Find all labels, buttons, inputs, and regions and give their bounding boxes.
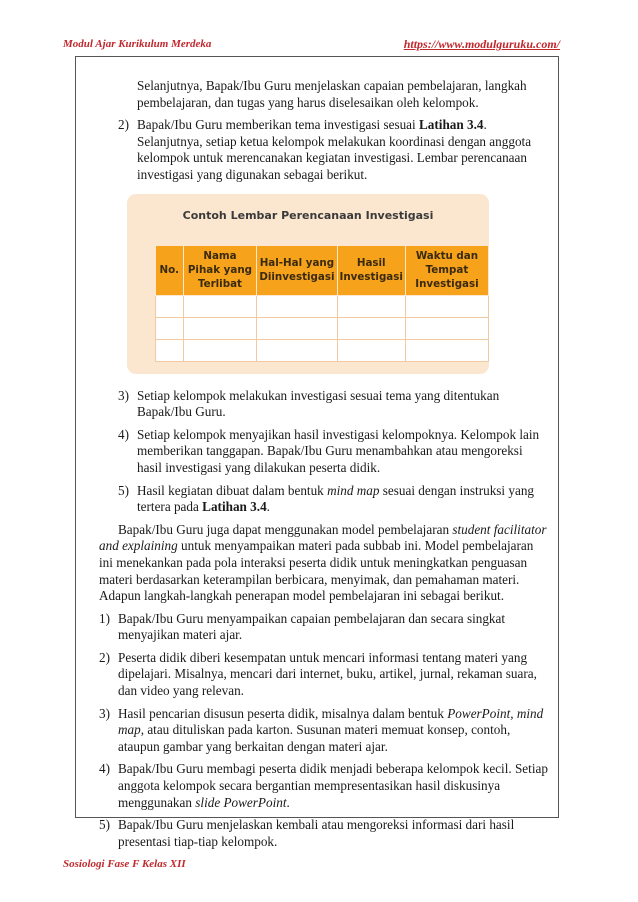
- step-number: 3): [99, 705, 110, 721]
- col-result: Hasil Investigasi: [337, 245, 405, 295]
- header-title: Modul Ajar Kurikulum Merdeka: [63, 38, 212, 50]
- step-number: 1): [99, 610, 110, 626]
- step-text: Setiap kelompok melakukan investigasi sesuai tema yang ditentukan Bapak/Ibu Guru.: [137, 387, 500, 420]
- step-number: 4): [99, 761, 110, 777]
- step-text: sesuai dengan instruksi yang tertera pada: [137, 482, 535, 515]
- footer-title: Sosiologi Fase F Kelas XII: [63, 858, 186, 870]
- italic-term: mind map: [327, 482, 380, 498]
- step-text: ,: [510, 705, 517, 721]
- figure-title: Contoh Lembar Perencanaan Investigasi: [182, 208, 434, 222]
- step-text: . Selanjutnya, setiap ketua kelompok melakukan koordinasi dengan anggota kelompok untuk merencanakan kegiatan investigasi. Lembar perencanaan investigasi yang digunakan sebagai berikut.: [137, 117, 532, 182]
- model-step-1: [99, 611, 550, 644]
- step-number: 4): [118, 426, 129, 442]
- page-content: [99, 78, 550, 856]
- step-4: [118, 427, 550, 477]
- investigation-table: [155, 245, 489, 362]
- table-row: [156, 339, 489, 361]
- col-investigated: Hal-Hal yang Diinvestigasi: [257, 245, 337, 295]
- step-text: , atau dituliskan pada karton. Susunan materi memuat konsep, contoh, ataupun gambar yang berkaitan dengan materi ajar.: [118, 722, 511, 754]
- step-number: 5): [99, 817, 110, 833]
- step-text: Bapak/Ibu Guru menyampaikan capaian pembelajaran dan secara singkat menyajikan materi ajar.: [118, 610, 506, 643]
- model-step-3: [99, 706, 550, 756]
- step-2: [118, 117, 550, 183]
- step-text: Bapak/Ibu Guru menjelaskan kembali atau mengoreksi informasi dari hasil presentasi tiap-tiap kelompok.: [118, 817, 515, 849]
- step-text: Bapak/Ibu Guru membagi peserta didik menjadi beberapa kelompok kecil. Setiap anggota kelompok secara bergantian mempresentasikan hasil diskusinya menggunakan: [118, 761, 548, 810]
- step-number: 3): [118, 387, 129, 403]
- step-number: 5): [118, 482, 129, 498]
- intro-continuation: Selanjutnya, Bapak/Ibu Guru menjelaskan capaian pembelajaran, langkah pembelajaran, dan tugas yang harus diselesaikan oleh kelompok.: [137, 78, 527, 110]
- step-number: 2): [118, 117, 129, 133]
- table-row: [156, 295, 489, 317]
- step-text: Setiap kelompok menyajikan hasil investigasi kelompoknya. Kelompok lain memberikan tanggapan. Bapak/Ibu Guru menambahkan atau mengoreksi hasil investigasi yang dilakukan peserta didik.: [137, 426, 540, 475]
- step-text: .: [286, 794, 290, 810]
- italic-term: PowerPoint: [447, 705, 511, 721]
- investigation-sheet-figure: [127, 194, 489, 374]
- col-parties: Nama Pihak yang Terlibat: [183, 245, 257, 295]
- model-paragraph: [99, 522, 550, 605]
- step-number: 2): [99, 649, 110, 665]
- step-text: Hasil pencarian disusun peserta didik, misalnya dalam bentuk: [118, 705, 448, 721]
- step-text: Hasil kegiatan dibuat dalam bentuk: [137, 482, 328, 498]
- paragraph-text: untuk menyampaikan materi pada subbab ini. Model pembelajaran ini menekankan pada pola interaksi peserta didik untuk meningkatkan penguasan materi berdasarkan keterampilan berbicara, menyimak, dan pemahaman materi. Adapun langkah-langkah penerapan model pembelajaran ini sebagai berikut.: [99, 538, 534, 604]
- table-header-row: [156, 245, 489, 295]
- step-text: Bapak/Ibu Guru memberikan tema investigasi sesuai: [137, 117, 419, 133]
- exercise-ref: Latihan 3.4: [202, 499, 267, 515]
- step-text: .: [266, 499, 270, 515]
- exercise-ref: Latihan 3.4: [419, 117, 484, 133]
- italic-term: student facilitator and explaining: [99, 521, 547, 554]
- col-time-place: Waktu dan Tempat Investigasi: [405, 245, 488, 295]
- step-text: Peserta didik diberi kesempatan untuk mencari informasi tentang materi yang dipelajari. Misalnya, mencari dari internet, buku, artikel, jurnal, rekaman suara, dan video yang relevan.: [118, 649, 537, 699]
- step-3: [118, 388, 550, 421]
- model-step-4: [99, 761, 550, 811]
- header-link[interactable]: https://www.modulguruku.com/: [403, 37, 560, 51]
- step-5: [118, 483, 550, 516]
- table-row: [156, 317, 489, 339]
- col-no: No.: [156, 245, 184, 295]
- paragraph-text: Bapak/Ibu Guru juga dapat menggunakan model pembelajaran: [118, 521, 453, 537]
- model-step-5: [99, 817, 550, 850]
- italic-term: mind map: [118, 705, 544, 738]
- italic-term: slide PowerPoint: [195, 794, 287, 810]
- model-step-2: [99, 650, 550, 700]
